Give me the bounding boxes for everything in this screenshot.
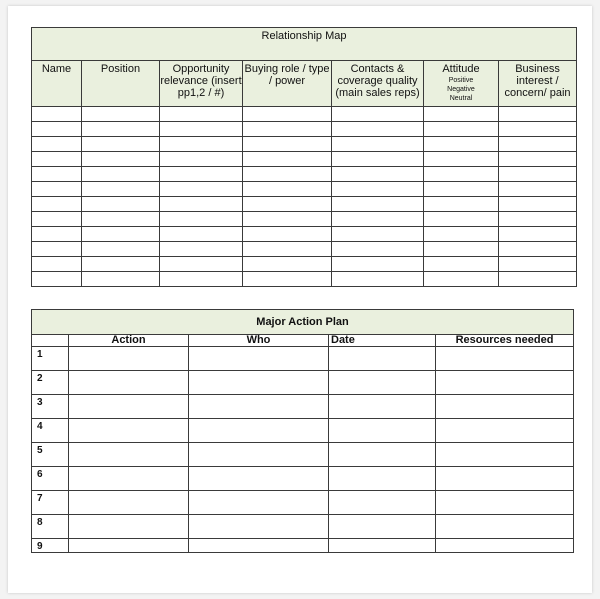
row-number: 5: [32, 443, 69, 467]
relationship-map-cell[interactable]: [424, 137, 499, 152]
action-plan-cell[interactable]: [69, 467, 189, 491]
relationship-map-cell[interactable]: [424, 182, 499, 197]
relationship-map-cell[interactable]: [243, 182, 332, 197]
relationship-map-cell[interactable]: [424, 212, 499, 227]
action-plan-cell[interactable]: [436, 443, 574, 467]
relationship-map-cell[interactable]: [82, 272, 160, 287]
relationship-map-cell[interactable]: [32, 182, 82, 197]
relationship-map-cell[interactable]: [243, 107, 332, 122]
relationship-map-cell[interactable]: [243, 242, 332, 257]
action-plan-cell[interactable]: [436, 515, 574, 539]
relationship-map-cell[interactable]: [332, 152, 424, 167]
relationship-map-cell[interactable]: [32, 197, 82, 212]
relationship-map-row: [32, 257, 577, 272]
relationship-map-cell[interactable]: [82, 152, 160, 167]
header-who: Who: [189, 335, 329, 347]
relationship-map-cell[interactable]: [499, 137, 577, 152]
action-plan-cell[interactable]: [329, 491, 436, 515]
header-date: Date: [329, 335, 436, 347]
relationship-map-body: [32, 107, 577, 287]
relationship-map-cell[interactable]: [32, 272, 82, 287]
relationship-map-cell[interactable]: [332, 137, 424, 152]
action-plan-cell[interactable]: [329, 347, 436, 371]
relationship-map-cell[interactable]: [82, 242, 160, 257]
action-plan-cell[interactable]: [436, 467, 574, 491]
action-plan-cell[interactable]: [69, 347, 189, 371]
action-plan-cell[interactable]: [329, 443, 436, 467]
action-plan-row: [32, 371, 574, 395]
action-plan-cell[interactable]: [436, 419, 574, 443]
relationship-map-cell[interactable]: [332, 197, 424, 212]
relationship-map-cell[interactable]: [499, 167, 577, 182]
row-number: 4: [32, 419, 69, 443]
relationship-map-cell[interactable]: [160, 107, 243, 122]
action-plan-table: [31, 309, 574, 553]
relationship-map-cell[interactable]: [160, 212, 243, 227]
row-number: 9: [32, 539, 69, 553]
relationship-map-cell[interactable]: [32, 152, 82, 167]
action-plan-row: [32, 395, 574, 419]
relationship-map-cell[interactable]: [160, 122, 243, 137]
relationship-map-cell[interactable]: [32, 242, 82, 257]
relationship-map-cell[interactable]: [243, 272, 332, 287]
action-plan-row: [32, 491, 574, 515]
relationship-map-cell[interactable]: [82, 137, 160, 152]
action-plan-cell[interactable]: [329, 539, 436, 553]
relationship-map-cell[interactable]: [499, 272, 577, 287]
relationship-map-cell[interactable]: [424, 242, 499, 257]
action-plan-cell[interactable]: [189, 515, 329, 539]
action-plan-cell[interactable]: [69, 443, 189, 467]
relationship-map-cell[interactable]: [82, 182, 160, 197]
action-plan-cell[interactable]: [189, 371, 329, 395]
relationship-map-cell[interactable]: [160, 227, 243, 242]
row-number: 8: [32, 515, 69, 539]
relationship-map-cell[interactable]: [499, 152, 577, 167]
action-plan-cell[interactable]: [436, 347, 574, 371]
row-number: 2: [32, 371, 69, 395]
relationship-map-cell[interactable]: [332, 227, 424, 242]
relationship-map-cell[interactable]: [424, 197, 499, 212]
relationship-map-cell[interactable]: [160, 137, 243, 152]
action-plan-cell[interactable]: [69, 419, 189, 443]
action-plan-cell[interactable]: [69, 371, 189, 395]
action-plan-cell[interactable]: [189, 395, 329, 419]
relationship-map-cell[interactable]: [332, 272, 424, 287]
relationship-map-cell[interactable]: [499, 122, 577, 137]
action-plan-header-row: [32, 335, 574, 347]
relationship-map-cell[interactable]: [424, 107, 499, 122]
relationship-map-header-row: [32, 61, 577, 107]
relationship-map-cell[interactable]: [82, 212, 160, 227]
header-opportunity-relevance: Opportunity relevance (insert pp1,2 / #): [160, 61, 243, 107]
relationship-map-row: [32, 182, 577, 197]
action-plan-cell[interactable]: [69, 539, 189, 553]
relationship-map-row: [32, 197, 577, 212]
relationship-map-cell[interactable]: [499, 197, 577, 212]
action-plan-cell[interactable]: [69, 491, 189, 515]
relationship-map-cell[interactable]: [82, 167, 160, 182]
relationship-map-row: [32, 152, 577, 167]
attitude-label: Attitude: [442, 63, 480, 75]
relationship-map-cell[interactable]: [82, 227, 160, 242]
relationship-map-cell[interactable]: [499, 257, 577, 272]
relationship-map-cell[interactable]: [160, 167, 243, 182]
action-plan-cell[interactable]: [329, 467, 436, 491]
relationship-map-cell[interactable]: [332, 257, 424, 272]
action-plan-row: [32, 515, 574, 539]
header-position: Position: [82, 61, 160, 107]
action-plan-cell[interactable]: [436, 395, 574, 419]
action-plan-cell[interactable]: [189, 539, 329, 553]
header-action: Action: [69, 335, 189, 347]
action-plan-row: [32, 443, 574, 467]
action-plan-cell[interactable]: [189, 491, 329, 515]
relationship-map-cell[interactable]: [243, 197, 332, 212]
relationship-map-cell[interactable]: [32, 107, 82, 122]
header-number: [32, 335, 69, 347]
action-plan-row: [32, 347, 574, 371]
relationship-map-cell[interactable]: [499, 212, 577, 227]
relationship-map-cell[interactable]: [332, 167, 424, 182]
action-plan-cell[interactable]: [189, 467, 329, 491]
relationship-map-cell[interactable]: [243, 152, 332, 167]
relationship-map-cell[interactable]: [243, 122, 332, 137]
header-resources-needed: Resources needed: [436, 335, 574, 347]
relationship-map-cell[interactable]: [160, 197, 243, 212]
action-plan-cell[interactable]: [329, 395, 436, 419]
action-plan-cell[interactable]: [436, 539, 574, 553]
row-number: 7: [32, 491, 69, 515]
relationship-map-cell[interactable]: [82, 197, 160, 212]
relationship-map-row: [32, 137, 577, 152]
relationship-map-cell[interactable]: [424, 272, 499, 287]
relationship-map-row: [32, 122, 577, 137]
relationship-map-row: [32, 242, 577, 257]
relationship-map-cell[interactable]: [332, 107, 424, 122]
action-plan-cell[interactable]: [329, 515, 436, 539]
action-plan-cell[interactable]: [436, 371, 574, 395]
action-plan-cell[interactable]: [189, 419, 329, 443]
relationship-map-row: [32, 272, 577, 287]
relationship-map-cell[interactable]: [32, 122, 82, 137]
relationship-map-cell[interactable]: [82, 122, 160, 137]
relationship-map-cell[interactable]: [160, 182, 243, 197]
relationship-map-row: [32, 107, 577, 122]
row-number: 1: [32, 347, 69, 371]
action-plan-cell[interactable]: [189, 443, 329, 467]
header-attitude: [424, 61, 499, 107]
relationship-map-cell[interactable]: [499, 107, 577, 122]
relationship-map-cell[interactable]: [424, 167, 499, 182]
relationship-map-cell[interactable]: [32, 212, 82, 227]
relationship-map-row: [32, 212, 577, 227]
relationship-map-cell[interactable]: [424, 227, 499, 242]
relationship-map-cell[interactable]: [243, 227, 332, 242]
header-business-interest: Business interest / concern/ pain: [499, 61, 577, 107]
attitude-option-negative: Negative: [447, 86, 475, 93]
relationship-map-cell[interactable]: [424, 152, 499, 167]
row-number: 3: [32, 395, 69, 419]
relationship-map-title: Relationship Map: [32, 28, 577, 61]
relationship-map-row: [32, 167, 577, 182]
relationship-map-cell[interactable]: [160, 242, 243, 257]
relationship-map-cell[interactable]: [160, 152, 243, 167]
relationship-map-cell[interactable]: [332, 122, 424, 137]
action-plan-cell[interactable]: [189, 347, 329, 371]
header-contacts-coverage: Contacts & coverage quality (main sales reps): [332, 61, 424, 107]
relationship-map-cell[interactable]: [243, 137, 332, 152]
relationship-map-cell[interactable]: [332, 212, 424, 227]
action-plan-cell[interactable]: [329, 419, 436, 443]
relationship-map-cell[interactable]: [499, 182, 577, 197]
relationship-map-table: [31, 27, 577, 287]
relationship-map-cell[interactable]: [332, 242, 424, 257]
relationship-map-cell[interactable]: [160, 257, 243, 272]
action-plan-row: [32, 419, 574, 443]
action-plan-title: Major Action Plan: [32, 310, 574, 335]
header-buying-role: Buying role / type / power: [243, 61, 332, 107]
relationship-map-cell[interactable]: [332, 182, 424, 197]
relationship-map-cell[interactable]: [32, 167, 82, 182]
relationship-map-cell[interactable]: [243, 212, 332, 227]
attitude-option-positive: Positive: [448, 77, 474, 84]
relationship-map-cell[interactable]: [424, 122, 499, 137]
header-name: Name: [32, 61, 82, 107]
action-plan-cell[interactable]: [69, 515, 189, 539]
relationship-map-cell[interactable]: [243, 257, 332, 272]
action-plan-cell[interactable]: [69, 395, 189, 419]
attitude-option-neutral: Neutral: [449, 95, 473, 102]
relationship-map-cell[interactable]: [32, 137, 82, 152]
relationship-map-cell[interactable]: [243, 167, 332, 182]
relationship-map-cell[interactable]: [82, 107, 160, 122]
relationship-map-row: [32, 227, 577, 242]
relationship-map-cell[interactable]: [424, 257, 499, 272]
relationship-map-cell[interactable]: [82, 257, 160, 272]
relationship-map-cell[interactable]: [499, 242, 577, 257]
action-plan-body: [32, 347, 574, 553]
relationship-map-cell[interactable]: [499, 227, 577, 242]
relationship-map-cell[interactable]: [160, 272, 243, 287]
action-plan-row: [32, 467, 574, 491]
row-number: 6: [32, 467, 69, 491]
action-plan-cell[interactable]: [436, 491, 574, 515]
action-plan-row: [32, 539, 574, 553]
action-plan-cell[interactable]: [329, 371, 436, 395]
relationship-map-cell[interactable]: [32, 257, 82, 272]
relationship-map-cell[interactable]: [32, 227, 82, 242]
